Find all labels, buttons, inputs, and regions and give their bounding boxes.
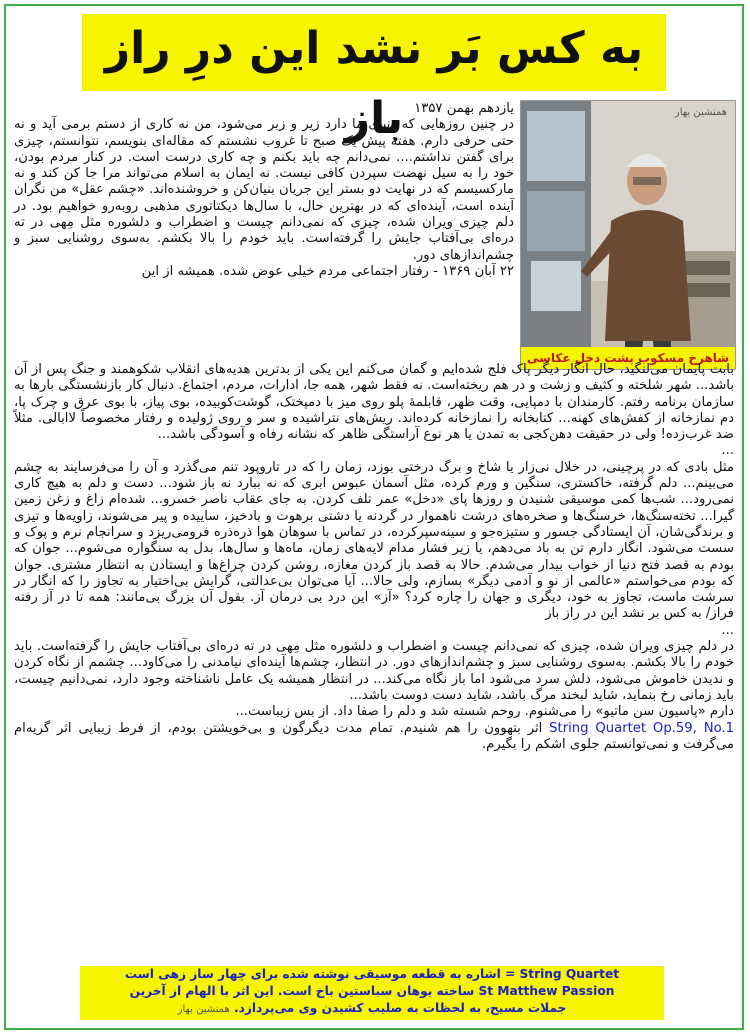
- footnote-line-3: [80, 1000, 664, 1018]
- footnote-line-1: String Quartet = اشاره به قطعه موسیقی نوشته شده برای چهار ساز زهی است: [124, 967, 620, 981]
- photo-caption: شاهرخ مسکوب پشت دخل عکاسی: [521, 347, 735, 369]
- quartet-title: String Quartet Op.59, No.1: [549, 720, 734, 736]
- separator-ellipsis-2: ...: [721, 622, 734, 638]
- paragraph-4: در دلم چیزی ویران شده، چیزی که نمی‌دانم چیست و اضطراب و دلشوره مثل مِهی در ته دره‌ای بی‌آفتاب جایش را گرفته‌است. باید خودم را بالا بکشم. به‌سوی روشنایی سبز و چشم‌اندازهای دور. در انتظار، چشم‌ها آینده‌ای نیامدنی را می‌کاود... چشمم از نگاه کردن و ندیدن خاموش می‌شود، دلش سرد می‌شود اما باز نگاه می‌کند... در انتظار همیشه یک عامل ناشناخته وجود دارد، نمی‌دانیم چیست، باید زمانی رخ بنماید، شاید لبخند مرگ باشد، شاید دست دوست باشد...: [14, 639, 734, 703]
- photo-credit: همنشین بهار: [674, 107, 727, 118]
- footnote-line-2: St Matthew Passion ساخته یوهان سباستین باخ است. این اثر با الهام از آخرین: [129, 984, 615, 998]
- photo: [520, 100, 736, 370]
- entry1-date: یازدهم بهمن ۱۳۵۷: [414, 101, 514, 116]
- paragraph-5-line2-text: اثر بتهوون را هم شنیدم. تمام مدت دیگرگون و بی‌خویشتن بودم، از فرط زیبایی اثر گریه‌ام می‌گرفت و نمی‌توانستم جلوی اشکم را بگیرم.: [14, 720, 734, 752]
- text-column-top: [14, 101, 514, 280]
- entry1-body: در چنین روزهایی که دنیای ما دارد زیر و زبر می‌شود، من نه کاری از دستم برمی آید و نه حتی حرفی دارم. هفتهٔ پیش یک صبح تا غروب نشستم که مقاله‌ای بنویسم، نتوانستم، چیزی برای گفتن نداشتم.... نمی‌دانم چه باید بکنم و چه کاری درست است. در کنار مردم بودن، خود را به سیل نهضت سپردن کافی نیست. نه ایمان به اسلام می‌تواند مرا جا کن کند و نه مارکسیسم که در نهایت دو بستر این جریان بنیان‌کن و خروشنده‌اند. «چشم عقل» من نگران آینده است، آینده‌ای که در بهترین حال، با سال‌ها دیکتاتوری مذهبی روبه‌رو خواهیم بود. در دلم چیزی ویران شده، چیزی که نمی‌دانم چیست و اضطراب و دلشوره مثل مِهی در ته دره‌ای بی‌آفتاب جایش را گرفته‌است. باید خودم را بالا بکشم. به‌سوی روشنایی سبز و چشم‌اندازهای دور.: [14, 117, 514, 263]
- footnote-line-3-text: جملات مسیح، به لحظات به صلیب کشیدن وی می‌پردازد.: [233, 1001, 567, 1015]
- entry2-body: بابت پایمان می‌لنگید، حال انگار دیگر پاک فلج شده‌ایم و گمان می‌کنم این یکی از بدترین هدیه‌های انقلاب شکوهمند و جنگ پس از آن باشد... شهر شلخته و کثیف و زشت و در هم ریخته‌است. نه فقط شهر، همه جا، ادارات، مردم، اجتماع. دنبال کار بازنشستگی بارها به سازمان برنامه رفتم. کارمندان با دمپایی، وقت ظهر، قابلمهٔ پلو روی میز با دمپختک، گوشت‌کوبیده، بوی پیاز، با بوی عرق و چرک پا، دم نمازخانه از کفش‌های کهنه... کتابخانه را نمازخانه کرده‌اند. ریش‌های نتراشیده و سر و روی ژولیده و رفتار مخصوصاً لاابالی. مثلاً ضد غرب‌زده! ولی در حقیقت دهن‌کجی به تمدن یا هر نوع آراستگی ظاهر که نشانه رفاه و آسودگی باشد...: [14, 362, 734, 443]
- footnote-signature: همنشین بهار: [177, 1004, 230, 1015]
- paragraph-5-line1: دارم «پاسیون سن ماتیو» را می‌شنوم. روحم شسته شد و دلم را صفا داد. از بس زیباست...: [235, 704, 734, 720]
- page-title: به کس بَر نشد این درِ راز باز: [82, 14, 666, 91]
- entry2-date: ۲۲ آبان ۱۳۶۹ - رفتار اجتماعی مردم خیلی عوض شده. همیشه از این: [141, 263, 514, 279]
- separator-ellipsis: ...: [721, 443, 734, 459]
- footnote-box: [80, 966, 664, 1020]
- photo-image: [521, 101, 735, 369]
- paragraph-5-line2: [14, 721, 734, 754]
- text-column-full: [14, 362, 734, 753]
- paragraph-3: مثل بادی که در پرچینی، در خلال نی‌زار یا شاخ و برگ درختی بوزد، زمان را که در تاروپود تنم می‌گذرد و آن را می‌فرسایند به چشم می‌بینم... دلم گرفته، خاکستری، سنگین و ورم کرده، مثل آسمان عبوس ابری که نه ببارد نه باز شود... دست و دلم به هیچ کاری نمی‌رود... شب‌ها کمی موسیقی شنیدن و روزها پای «دخل» عمر تلف کردن. به جای عقاب ناصر خسرو... شده‌ام زاغ و زغن زمین گیرا... تخته‌سنگ‌ها، خرسنگ‌ها و صخره‌های درشت ناهموار در گردنه یا دشتی برهوت و بادخیز، ساییده و پیر می‌شوند، زاویه‌ها و تیزی و برندگی‌شان، آن ایستادگی جسور و ستیزه‌جو و سینه‌سپرکرده، در تماس با سوهان هوا ذره‌ذره فرومی‌ریزد و سرانجام نرم و پوک و سست می‌شود. انگار دارم تن به باد می‌دهم، یا زیر فشار مدام لایه‌های زمان، ماه‌ها و سال‌ها، بدل به سنگواره می‌شوم... جوان که بودم به قصد فتح دنیا از خواب بیدار می‌شدم. حالا به قصد باز کردن مغازه، روشن کردن چراغ‌ها و ایستادن به انتظار مشتری. جوان که بودم می‌خواستم «عالمی از نو و آدمی دیگر» بسازم، ولی حالا... آیا می‌توان بی‌عدالتی، گرایش بی‌اختیار به تجاوز را که انگار در سرشت ماست، تجاوز به خود، دیگری و جهان را چاره کرد؟ «آز» این درد بی درمان آز. بقول آن بزرگ بی‌مانند: همه تا در آز رفته فراز/ به کس بر نشد این در راز باز: [14, 459, 734, 622]
